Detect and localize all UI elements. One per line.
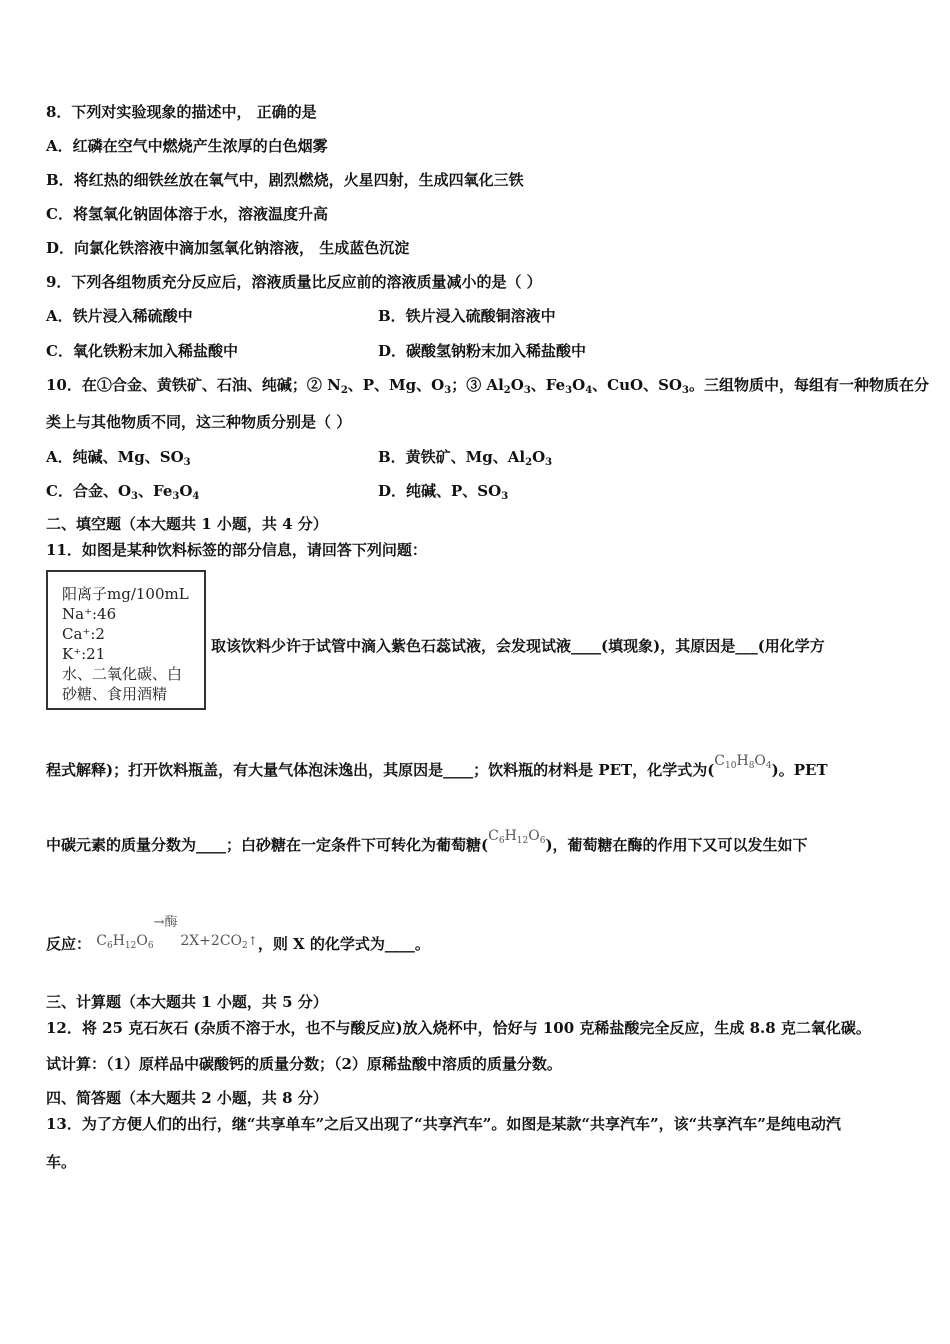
pet-formula: $C_{10}H_8O_4$ bbox=[714, 753, 772, 771]
label-line: Na⁺:46 bbox=[62, 605, 117, 623]
label-line: 砂糖、食用酒精 bbox=[62, 685, 168, 703]
glucose-formula: $C_6H_{12}O_6$ bbox=[488, 828, 546, 846]
q10-option-d: D．纯碱、P、$SO_3$ bbox=[378, 482, 509, 502]
q13-line-1: 13．为了方便人们的出行，继“共享单车”之后又出现了“共享汽车”。如图是某款“共享汽车”，该“共享汽车”是纯电动汽 bbox=[46, 1115, 841, 1133]
q11-text-2: 程式解释)；打开饮料瓶盖，有大量气体泡沫逸出，其原因是____；饮料瓶的材料是 PET，化学式为$(C_{10}H_8O_4)$。PET bbox=[46, 753, 828, 779]
label-line: K⁺:21 bbox=[62, 645, 106, 663]
q10-option-b: B．黄铁矿、Mg、$Al_2O_3$ bbox=[378, 448, 553, 468]
q8-stem: 8．下列对实验现象的描述中， 正确的是 bbox=[46, 103, 317, 121]
q10-option-c: C．合金、$O_3$、$Fe_3O_4$ bbox=[46, 482, 200, 502]
q9-option-b: B．铁片浸入硫酸铜溶液中 bbox=[378, 307, 556, 325]
drink-label-image bbox=[46, 570, 206, 710]
label-line: Ca⁺:2 bbox=[62, 625, 105, 643]
q8-option-d: D．向氯化铁溶液中滴加氢氧化钠溶液， 生成蓝色沉淀 bbox=[46, 239, 410, 257]
q9-option-d: D．碳酸氢钠粉末加入稀盐酸中 bbox=[378, 342, 587, 360]
q13-line-2: 车。 bbox=[46, 1153, 77, 1171]
q8-option-b: B．将红热的细铁丝放在氧气中，剧烈燃烧，火星四射，生成四氧化三铁 bbox=[46, 171, 524, 189]
q8-option-c: C．将氢氧化钠固体溶于水，溶液温度升高 bbox=[46, 205, 328, 223]
q12-line-2: 试计算：（1）原样品中碳酸钙的质量分数；（2）原稀盐酸中溶质的质量分数。 bbox=[46, 1055, 562, 1073]
q11-stem: 11．如图是某种饮料标签的部分信息，请回答下列问题： bbox=[46, 541, 427, 559]
enzyme-arrow: →酶 bbox=[153, 915, 178, 930]
section-title-fill-blank: 二、填空题（本大题共 1 小题，共 4 分） bbox=[46, 515, 328, 533]
q9-option-c: C．氧化铁粉末加入稀盐酸中 bbox=[46, 342, 238, 360]
q10-stem: 10．在①合金、黄铁矿、石油、纯碱；② $N_2$、P、Mg、$O_3$；③ $Al_2O_3$、$Fe_3O_4$、CuO、$SO_3$。三组物质中，每组有一种物质在分 bbox=[46, 376, 929, 396]
label-line: 水、二氧化碳、白 bbox=[62, 665, 183, 683]
q8-option-a: A．红磷在空气中燃烧产生浓厚的白色烟雾 bbox=[46, 137, 328, 155]
reaction-equation: $C_6H_{12}O_6$ →酶 $2X+2CO_2↑$ bbox=[96, 915, 258, 951]
q10-stem-line2: 类上与其他物质不同，这三种物质分别是（ ） bbox=[46, 413, 352, 431]
q11-text-4: 反应： $C_6H_{12}O_6$ →酶 $2X+2CO_2↑$，则 X 的化学式为____。 bbox=[46, 915, 430, 953]
q10-option-a: A．纯碱、Mg、$SO_3$ bbox=[46, 448, 191, 468]
q9-stem: 9．下列各组物质充分反应后，溶液质量比反应前的溶液质量减小的是（ ） bbox=[46, 273, 542, 291]
q11-text-3: 中碳元素的质量分数为____；白砂糖在一定条件下可转化为葡萄糖$(C_6H_{12}O_6)$，葡萄糖在酶的作用下又可以发生如下 bbox=[46, 828, 808, 854]
q12-line-1: 12．将 25 克石灰石 (杂质不溶于水，也不与酸反应)放入烧杯中，恰好与 100 克稀盐酸完全反应，生成 8.8 克二氧化碳。 bbox=[46, 1019, 871, 1037]
q9-option-a: A．铁片浸入稀硫酸中 bbox=[46, 307, 193, 325]
label-line: 阳离子mg/100mL bbox=[62, 585, 189, 603]
section-title-calculation: 三、计算题（本大题共 1 小题，共 5 分） bbox=[46, 993, 328, 1011]
q11-text-1: 取该饮料少许于试管中滴入紫色石蕊试液，会发现试液____(填现象)，其原因是___(用化学方 bbox=[211, 637, 825, 655]
section-title-short-answer: 四、简答题（本大题共 2 小题，共 8 分） bbox=[46, 1089, 328, 1107]
